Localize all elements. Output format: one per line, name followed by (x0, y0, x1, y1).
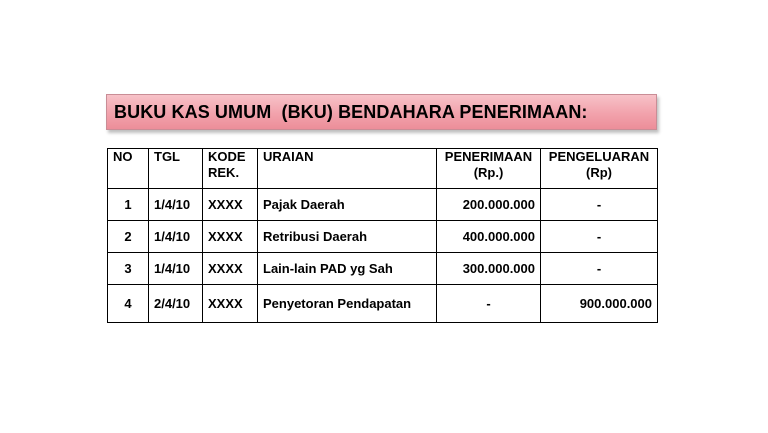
header-kode-line2: REK. (208, 165, 240, 180)
bku-table (107, 148, 658, 323)
cell-penerimaan: 300.000.000 (437, 253, 541, 285)
cell-no: 2 (108, 221, 149, 253)
cell-pengeluaran: - (541, 221, 658, 253)
page-title: BUKU KAS UMUM (BKU) BENDAHARA PENERIMAAN: (114, 101, 588, 122)
table-row (108, 253, 658, 285)
table-row (108, 285, 658, 323)
cell-kode: XXXX (203, 189, 258, 221)
header-kode-line1: KODE (208, 149, 246, 164)
title-banner (106, 94, 657, 130)
table-row (108, 221, 658, 253)
cell-uraian: Lain-lain PAD yg Sah (258, 253, 437, 285)
cell-penerimaan: 400.000.000 (437, 221, 541, 253)
cell-uraian: Retribusi Daerah (258, 221, 437, 253)
header-kode-rek (203, 149, 258, 189)
cell-kode: XXXX (203, 253, 258, 285)
cell-pengeluaran: - (541, 253, 658, 285)
cell-uraian: Penyetoran Pendapatan (258, 285, 437, 323)
cell-no: 4 (108, 285, 149, 323)
header-no: NO (108, 149, 149, 189)
cell-pengeluaran: - (541, 189, 658, 221)
cell-tgl: 2/4/10 (149, 285, 203, 323)
cell-kode: XXXX (203, 221, 258, 253)
header-uraian: URAIAN (258, 149, 437, 189)
table-row (108, 189, 658, 221)
header-penerimaan (437, 149, 541, 189)
cell-penerimaan: - (437, 285, 541, 323)
header-tgl: TGL (149, 149, 203, 189)
table-header-row (108, 149, 658, 189)
cell-no: 3 (108, 253, 149, 285)
cell-uraian: Pajak Daerah (258, 189, 437, 221)
cell-tgl: 1/4/10 (149, 221, 203, 253)
cell-no: 1 (108, 189, 149, 221)
cell-penerimaan: 200.000.000 (437, 189, 541, 221)
header-pengeluaran (541, 149, 658, 189)
header-pengeluaran-line1: PENGELUARAN (548, 149, 650, 164)
header-penerimaan-line2: (Rp.) (473, 165, 504, 180)
header-pengeluaran-line2: (Rp) (586, 165, 612, 180)
cell-kode: XXXX (203, 285, 258, 323)
cell-pengeluaran: 900.000.000 (541, 285, 658, 323)
cell-tgl: 1/4/10 (149, 253, 203, 285)
cell-tgl: 1/4/10 (149, 189, 203, 221)
header-penerimaan-line1: PENERIMAAN (444, 149, 533, 164)
